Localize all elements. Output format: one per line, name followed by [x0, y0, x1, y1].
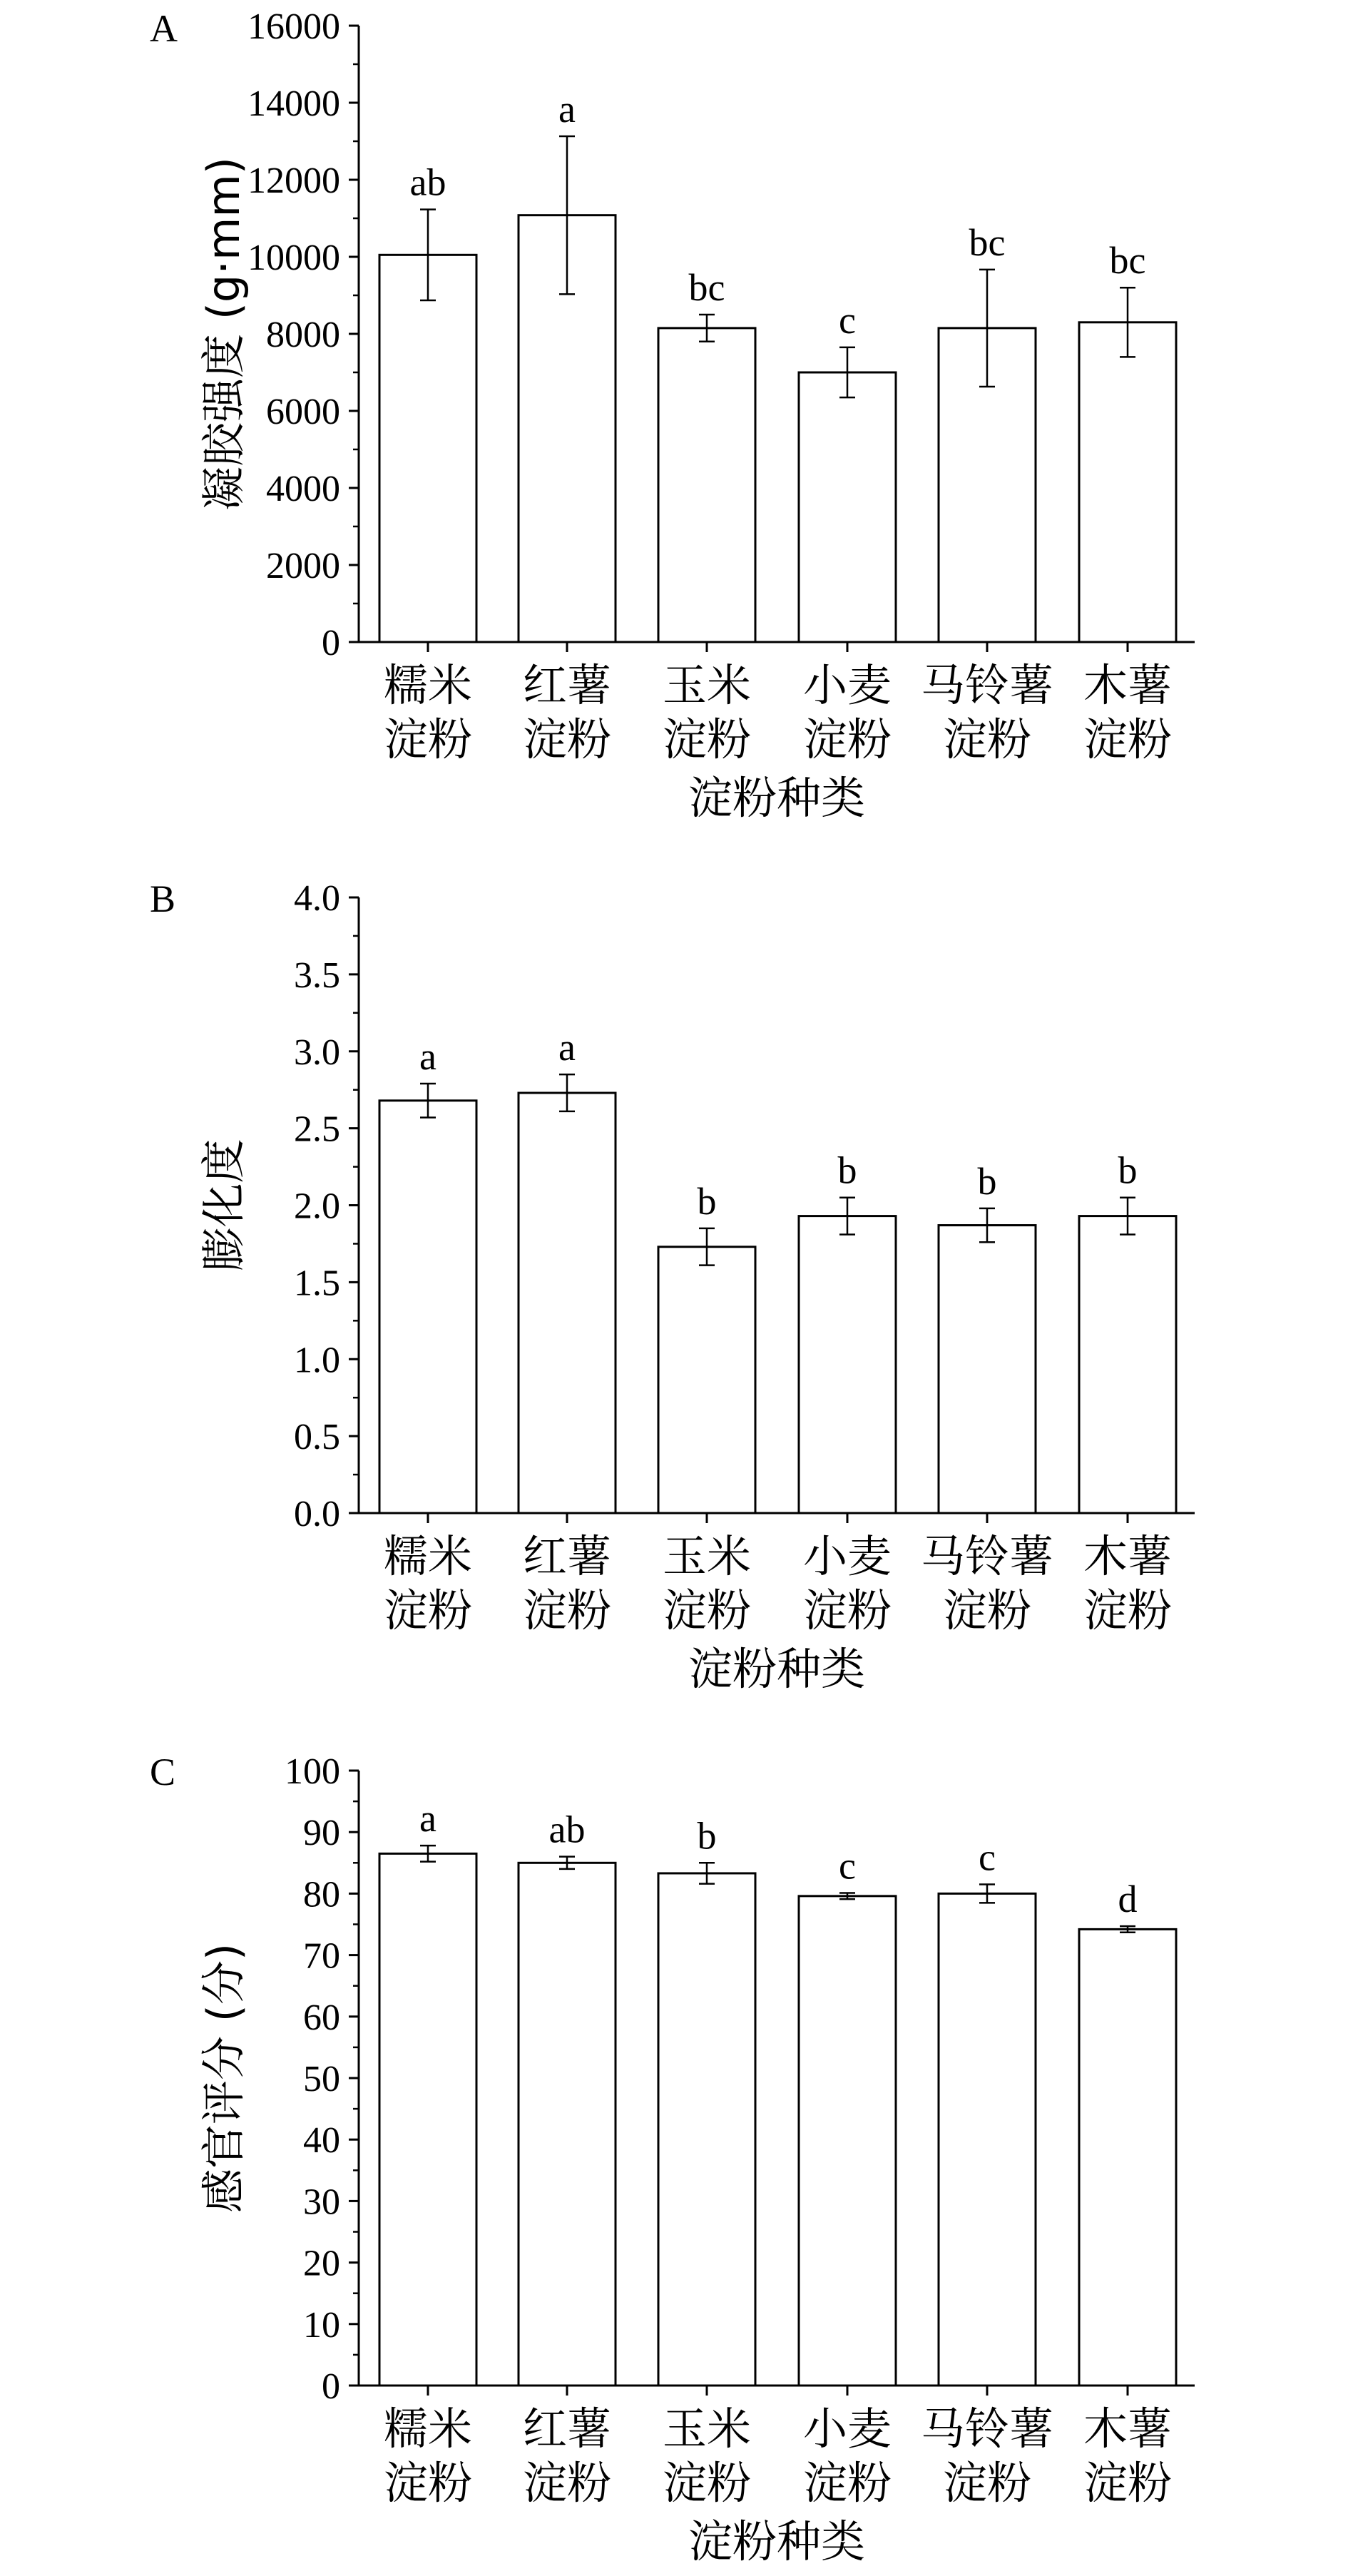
category-label: 淀粉 — [662, 1584, 752, 1636]
y-tick-label: 70 — [303, 1935, 340, 1977]
y-tick-label: 2.5 — [294, 1109, 340, 1150]
category-label: 红薯 — [522, 2403, 612, 2455]
bar — [658, 328, 755, 642]
category-label: 木薯 — [1083, 2403, 1173, 2455]
category-label: 淀粉 — [1083, 2457, 1173, 2509]
significance-label: d — [1118, 1878, 1138, 1921]
y-tick-label: 0.5 — [294, 1417, 340, 1458]
bar — [799, 1216, 896, 1513]
category-label: 淀粉 — [802, 2457, 892, 2509]
category-label: 马铃薯 — [920, 1530, 1054, 1582]
bar — [379, 255, 476, 642]
category-label: 淀粉 — [1083, 1584, 1173, 1636]
category-label: 淀粉 — [522, 1584, 612, 1636]
y-tick-label: 100 — [285, 1751, 340, 1792]
significance-label: bc — [1109, 239, 1146, 282]
significance-label: c — [839, 1844, 856, 1888]
category-label: 马铃薯 — [920, 2403, 1054, 2455]
y-tick-label: 16000 — [247, 6, 340, 47]
category-label: 木薯 — [1083, 1530, 1173, 1582]
category-label: 淀粉 — [942, 1584, 1032, 1636]
category-label: 木薯 — [1083, 659, 1173, 711]
bar — [799, 372, 896, 642]
y-axis-title: 膨化度 — [198, 1139, 250, 1272]
y-tick-label: 3.0 — [294, 1032, 340, 1073]
bar — [1079, 322, 1176, 642]
bar — [658, 1247, 755, 1513]
category-label: 糯米 — [383, 1530, 473, 1582]
y-tick-label: 0.0 — [294, 1494, 340, 1534]
bar — [379, 1101, 476, 1513]
bar — [519, 1093, 616, 1513]
category-label: 小麦 — [802, 1530, 892, 1582]
bar — [799, 1896, 896, 2386]
significance-label: b — [837, 1149, 857, 1192]
category-label: 淀粉 — [662, 2457, 752, 2509]
y-tick-label: 4000 — [266, 469, 340, 509]
category-label: 糯米 — [383, 659, 473, 711]
y-tick-label: 4.0 — [294, 878, 340, 919]
y-tick-label: 14000 — [247, 83, 340, 124]
significance-label: a — [558, 1026, 576, 1069]
y-tick-label: 50 — [303, 2059, 340, 2099]
y-tick-label: 2000 — [266, 546, 340, 586]
y-tick-label: 80 — [303, 1874, 340, 1915]
significance-label: b — [1118, 1149, 1138, 1192]
category-label: 淀粉 — [942, 2457, 1032, 2509]
y-tick-label: 12000 — [247, 161, 340, 201]
category-label: 马铃薯 — [920, 659, 1054, 711]
y-tick-label: 20 — [303, 2243, 340, 2284]
bar — [519, 1863, 616, 2386]
significance-label: c — [979, 1836, 996, 1879]
significance-label: b — [697, 1814, 717, 1858]
category-label: 淀粉 — [522, 2457, 612, 2509]
bar — [1079, 1929, 1176, 2386]
category-label: 小麦 — [802, 659, 892, 711]
y-tick-label: 90 — [303, 1813, 340, 1854]
y-tick-label: 30 — [303, 2182, 340, 2223]
category-label: 玉米 — [662, 2403, 752, 2455]
significance-label: bc — [969, 220, 1006, 264]
significance-label: ab — [409, 161, 446, 204]
category-label: 红薯 — [522, 659, 612, 711]
y-axis-title: 感官评分 (分) — [198, 1943, 250, 2214]
category-label: 淀粉 — [522, 713, 612, 765]
category-label: 小麦 — [802, 2403, 892, 2455]
panel-b — [150, 877, 1195, 1695]
y-axis-title: 凝胶强度 (g·mm) — [198, 157, 250, 511]
significance-label: a — [558, 87, 576, 131]
category-label: 红薯 — [522, 1530, 612, 1582]
category-label: 玉米 — [662, 659, 752, 711]
panel-label: B — [150, 877, 176, 920]
category-label: 淀粉 — [383, 713, 473, 765]
y-tick-label: 0 — [322, 2366, 340, 2407]
panel-label: C — [150, 1751, 176, 1793]
category-label: 淀粉 — [662, 713, 752, 765]
bar — [939, 1893, 1036, 2386]
x-axis-title: 淀粉种类 — [688, 772, 866, 824]
y-tick-label: 8000 — [266, 315, 340, 355]
category-label: 淀粉 — [383, 1584, 473, 1636]
bar — [379, 1853, 476, 2386]
significance-label: a — [419, 1035, 436, 1079]
category-label: 糯米 — [383, 2403, 473, 2455]
panel-c — [150, 1751, 1195, 2567]
bar — [658, 1873, 755, 2386]
y-tick-label: 10 — [303, 2304, 340, 2346]
y-tick-label: 0 — [322, 623, 340, 663]
category-label: 淀粉 — [802, 713, 892, 765]
category-label: 淀粉 — [1083, 713, 1173, 765]
panel-a — [150, 6, 1195, 824]
y-tick-label: 2.0 — [294, 1186, 340, 1227]
significance-label: b — [697, 1179, 717, 1223]
category-label: 淀粉 — [383, 2457, 473, 2509]
y-tick-label: 6000 — [266, 392, 340, 432]
y-tick-label: 60 — [303, 1997, 340, 2038]
significance-label: a — [419, 1797, 436, 1841]
category-label: 玉米 — [662, 1530, 752, 1582]
x-axis-title: 淀粉种类 — [688, 2515, 866, 2567]
y-tick-label: 1.5 — [294, 1263, 340, 1304]
y-tick-label: 3.5 — [294, 954, 340, 996]
significance-label: b — [977, 1159, 997, 1203]
y-tick-label: 1.0 — [294, 1340, 340, 1381]
panel-label: A — [150, 7, 178, 50]
significance-label: bc — [688, 266, 725, 309]
significance-label: c — [839, 298, 856, 342]
category-label: 淀粉 — [942, 713, 1032, 765]
bar — [1079, 1216, 1176, 1513]
category-label: 淀粉 — [802, 1584, 892, 1636]
y-tick-label: 40 — [303, 2120, 340, 2162]
x-axis-title: 淀粉种类 — [688, 1643, 866, 1695]
significance-label: ab — [548, 1808, 586, 1851]
bar — [939, 1226, 1036, 1513]
y-tick-label: 10000 — [247, 238, 340, 278]
